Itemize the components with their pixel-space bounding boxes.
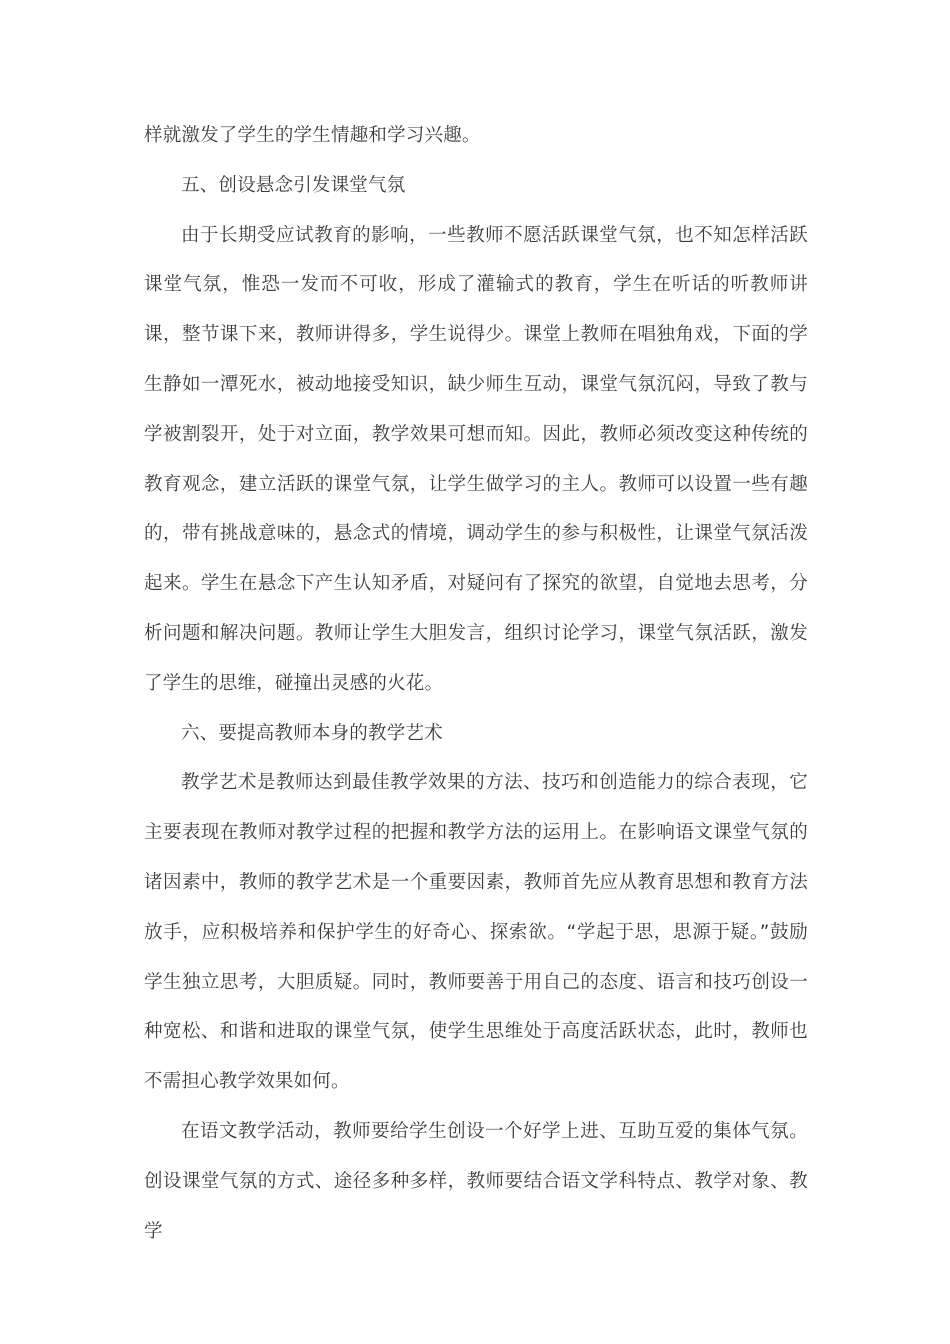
paragraph-continuation: 样就激发了学生的学生情趣和学习兴趣。 (144, 125, 481, 146)
paragraph-collective-atmosphere: 在语文教学活动，教师要给学生创设一个好学上进、互助互爱的集体气氛。创设课堂气氛的方式、途径多种多样，教师要结合语文学科特点、教学对象、教学 (144, 1120, 808, 1242)
section-heading-six: 六、要提高教师本身的教学艺术 (181, 722, 443, 744)
section-heading-five: 五、创设悬念引发课堂气氛 (181, 174, 406, 196)
document-body (144, 111, 808, 1256)
paragraph-teaching-art: 教学艺术是教师达到最佳教学效果的方法、技巧和创造能力的综合表现，它主要表现在教师对教学过程的把握和教学方法的运用上。在影响语文课堂气氛的诸因素中，教师的教学艺术是一个重要因素，教师首先应从教育思想和教育方法放手，应积极培养和保护学生的好奇心、探索欲。“学起于思，思源于疑。”鼓励学生独立思考，大胆质疑。同时，教师要善于用自己的态度、语言和技巧创设一种宽松、和谐和进取的课堂气氛，使学生思维处于高度活跃状态，此时，教师也不需担心教学效果如何。 (144, 772, 808, 1093)
paragraph-suspense: 由于长期受应试教育的影响，一些教师不愿活跃课堂气氛，也不知怎样活跃课堂气氛，惟恐一发而不可收，形成了灌输式的教育，学生在听话的听教师讲课，整节课下来，教师讲得多，学生说得少。课堂上教师在唱独角戏，下面的学生静如一潭死水，被动地接受知识，缺少师生互动，课堂气氛沉闷，导致了教与学被割裂开，处于对立面，教学效果可想而知。因此，教师必须改变这种传统的教育观念，建立活跃的课堂气氛，让学生做学习的主人。教师可以设置一些有趣的，带有挑战意味的，悬念式的情境，调动学生的参与积极性，让课堂气氛活泼起来。学生在悬念下产生认知矛盾，对疑问有了探究的欲望，自觉地去思考，分析问题和解决问题。教师让学生大胆发言，组织讨论学习，课堂气氛活跃，激发了学生的思维，碰撞出灵感的火花。 (144, 224, 808, 694)
